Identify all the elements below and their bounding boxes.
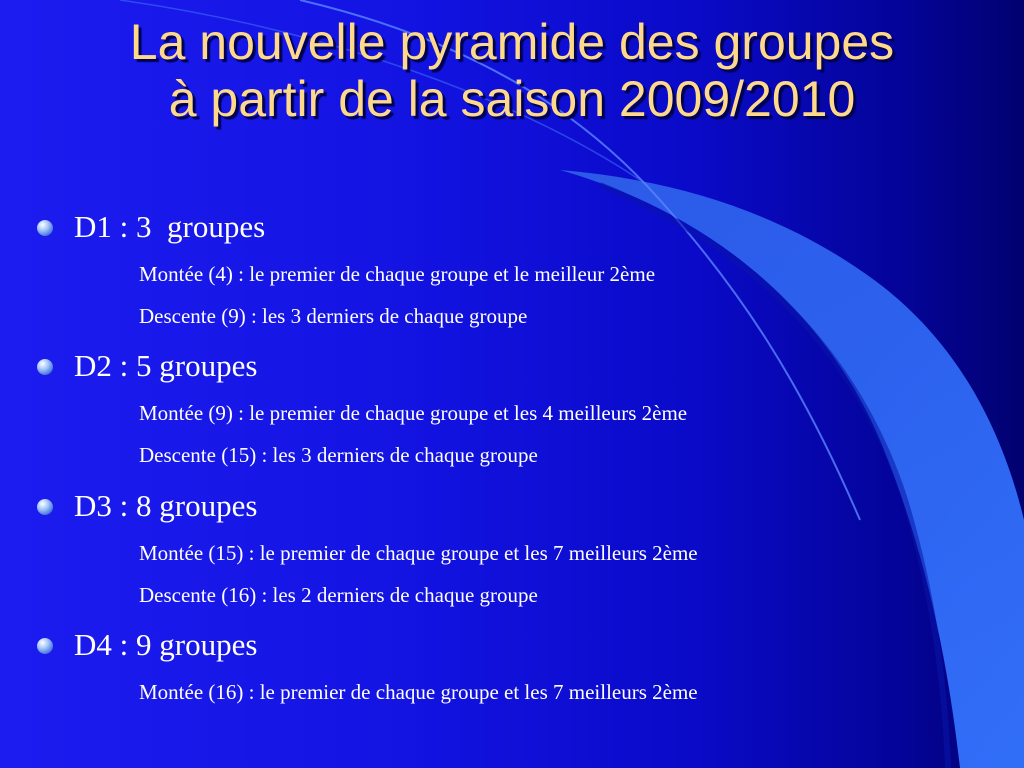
promotion-line: Montée (4) : le premier de chaque groupe et le meilleur 2ème [139, 262, 656, 286]
bullet-icon [37, 638, 53, 654]
relegation-line: Descente (15) : les 3 derniers de chaque groupe [139, 443, 538, 467]
relegation-line: Descente (16) : les 2 derniers de chaque groupe [139, 583, 538, 607]
group-label: D1 : 3 groupes [74, 209, 266, 244]
group-label: D2 : 5 groupes [74, 348, 258, 383]
title-line-2: à partir de la saison 2009/2010 [168, 71, 856, 127]
group-label: D3 : 8 groupes [74, 488, 258, 523]
title-line-1: La nouvelle pyramide des groupes [129, 14, 895, 70]
bullet-icon [37, 220, 53, 236]
relegation-line: Descente (9) : les 3 derniers de chaque groupe [139, 304, 528, 328]
group-label: D4 : 9 groupes [74, 627, 258, 662]
promotion-line: Montée (9) : le premier de chaque groupe et les 4 meilleurs 2ème [139, 401, 688, 425]
promotion-line: Montée (15) : le premier de chaque groupe et les 7 meilleurs 2ème [139, 541, 698, 565]
promotion-line: Montée (16) : le premier de chaque groupe et les 7 meilleurs 2ème [139, 680, 698, 704]
bullet-icon [37, 499, 53, 515]
bullet-icon [37, 359, 53, 375]
